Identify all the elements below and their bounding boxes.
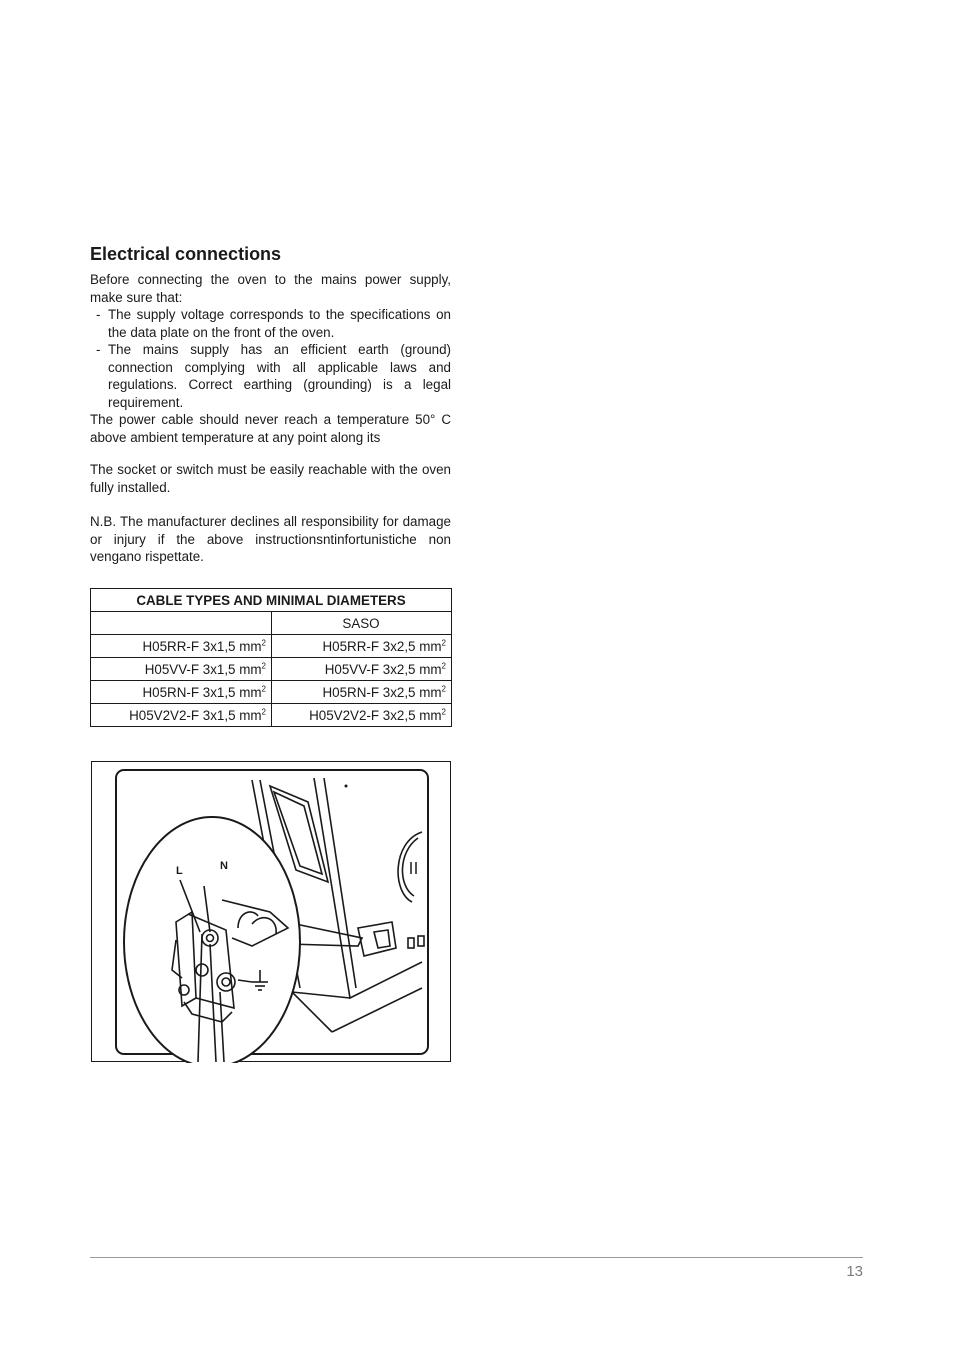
table-row [91, 635, 452, 658]
disclaimer-paragraph: N.B. The manufacturer declines all responsibility for damage or injury if the above instructionsntinfortunistiche non vengano rispettate. [90, 514, 451, 564]
table-subheader-row [91, 612, 452, 635]
footer-divider [90, 1257, 863, 1258]
list-item [90, 306, 451, 341]
table-header: CABLE TYPES AND MINIMAL DIAMETERS [91, 589, 452, 612]
cell-text: H05RR-F 3x2,5 mm [322, 638, 442, 654]
table-header-row [91, 589, 452, 612]
section-title: Electrical connections [90, 244, 282, 264]
superscript: 2 [441, 707, 446, 717]
cell-right [272, 704, 452, 727]
cell-text: H05V2V2-F 3x1,5 mm [129, 707, 262, 723]
cell-right [272, 635, 452, 658]
list-item-text: The mains supply has an efficient earth (ground) connection complying with all applicable laws and regulations. Correct earthing (grounding) is a legal requirement. [108, 342, 451, 410]
cell-text: H05VV-F 3x2,5 mm [324, 661, 442, 677]
cell-right [272, 681, 452, 704]
cell-text: H05RR-F 3x1,5 mm [142, 638, 262, 654]
table-row [91, 658, 452, 681]
cell-text: H05RN-F 3x2,5 mm [322, 684, 442, 700]
cell-left [91, 658, 272, 681]
table-row [91, 704, 452, 727]
superscript: 2 [441, 638, 446, 648]
subheader-right: SASO [272, 612, 452, 635]
bullet-dash: - [96, 342, 101, 357]
cell-left [91, 704, 272, 727]
superscript: 2 [261, 661, 266, 671]
intro-paragraph: Before connecting the oven to the mains power supply, make sure that: [90, 272, 451, 305]
socket-paragraph: The socket or switch must be easily reachable with the oven fully installed. [90, 462, 451, 495]
list-item-text: The supply voltage corresponds to the specifications on the data plate on the front of the oven. [108, 307, 451, 340]
label-live: L [176, 865, 183, 877]
superscript: 2 [261, 707, 266, 717]
cell-left [91, 635, 272, 658]
cable-types-table [90, 588, 452, 727]
superscript: 2 [441, 661, 446, 671]
list-item [90, 341, 451, 411]
cable-temperature-paragraph: The power cable should never reach a temperature 50° C above ambient temperature at any point along its [90, 412, 451, 445]
page-number: 13 [846, 1263, 863, 1280]
superscript: 2 [261, 684, 266, 694]
superscript: 2 [441, 684, 446, 694]
cell-right [272, 658, 452, 681]
cell-text: H05VV-F 3x1,5 mm [144, 661, 262, 677]
subheader-left [91, 612, 272, 635]
wiring-diagram [92, 762, 452, 1063]
cell-text: H05RN-F 3x1,5 mm [142, 684, 262, 700]
cell-left [91, 681, 272, 704]
requirement-list [90, 306, 451, 411]
cell-text: H05V2V2-F 3x2,5 mm [309, 707, 442, 723]
superscript: 2 [261, 638, 266, 648]
terminal-block-illustration [91, 761, 451, 1062]
label-neutral: N [220, 860, 228, 872]
bullet-dash: - [96, 307, 101, 322]
table-row [91, 681, 452, 704]
